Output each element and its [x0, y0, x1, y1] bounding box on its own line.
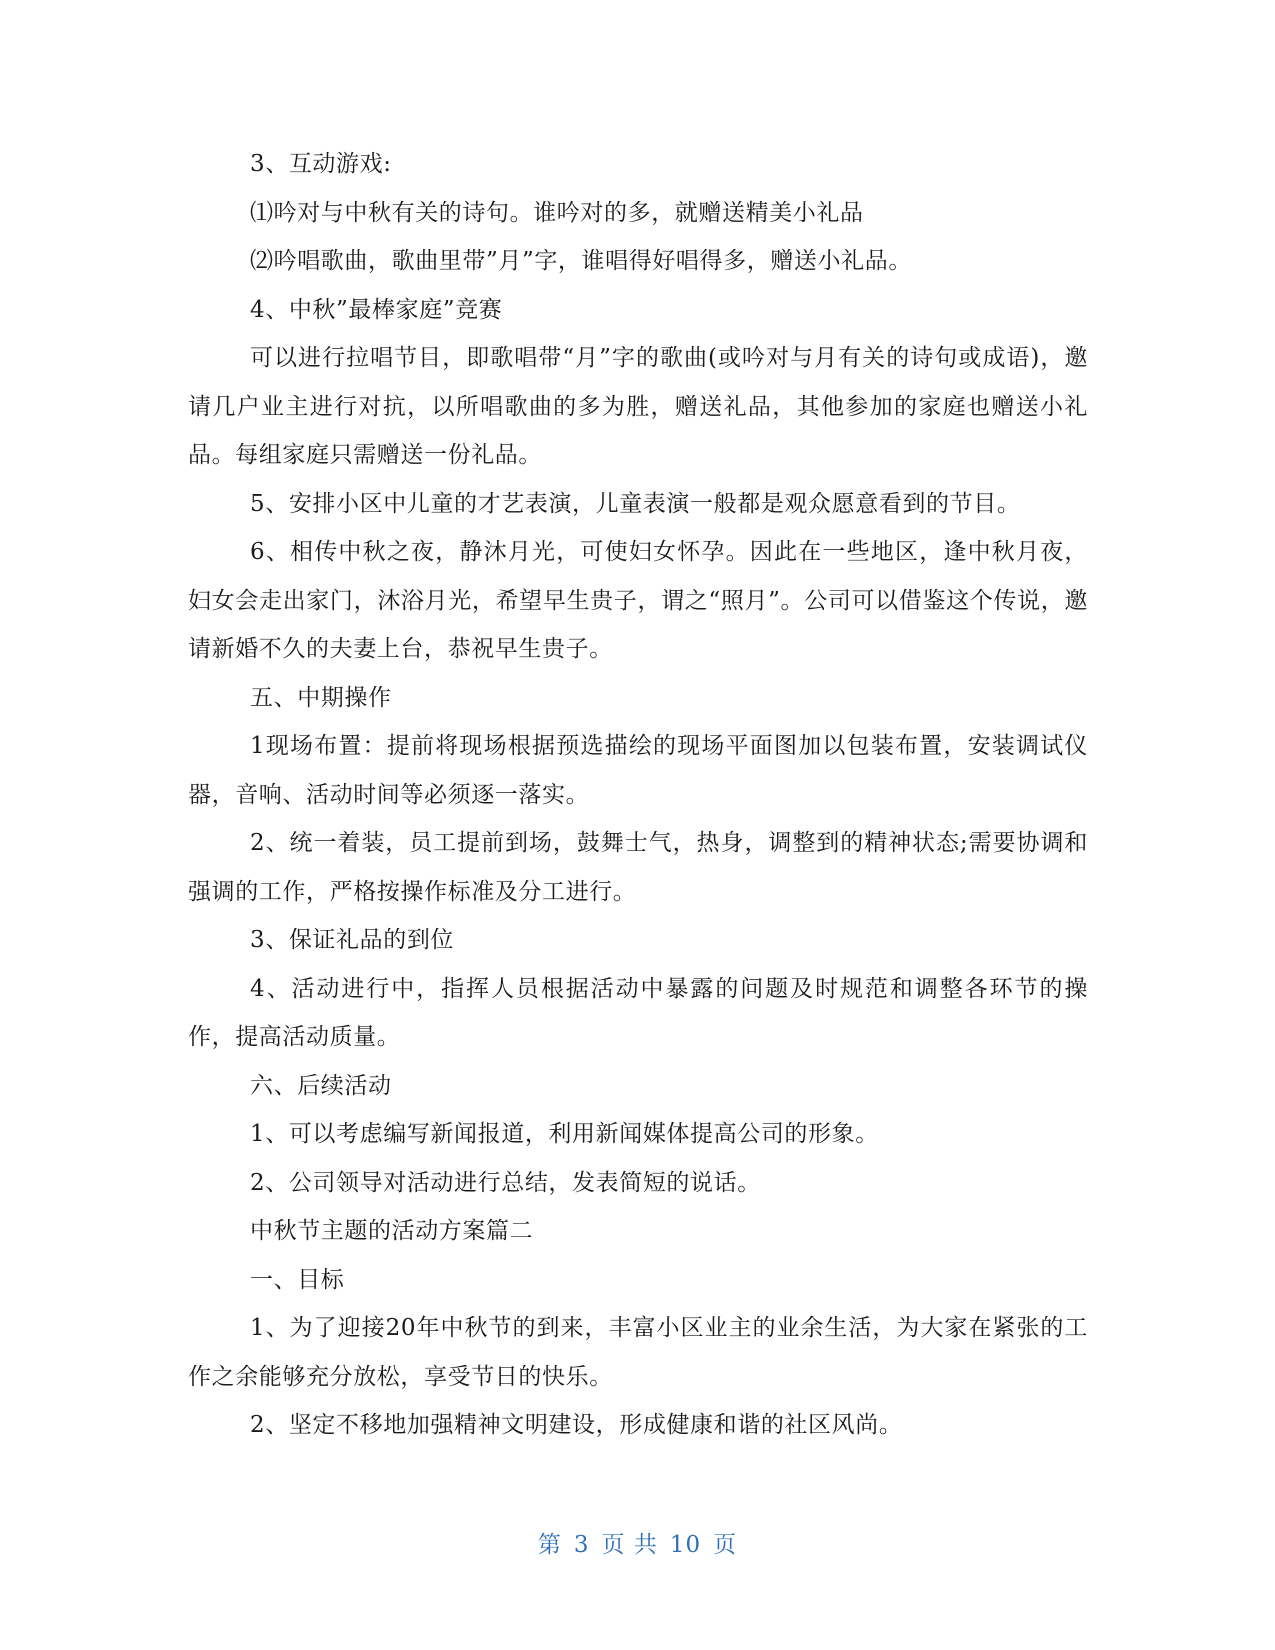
paragraph-gift-delivery: 3、保证礼品的到位 — [250, 927, 455, 953]
section-heading-follow-up: 六、后续活动 — [250, 1072, 392, 1099]
paragraph-activity-command: 4、活动进行中，指挥人员根据活动中暴露的问题及时规范和调整各环节的操作，提高活动质量。 — [188, 975, 1088, 1050]
paragraph-goal-two: 2、坚定不移地加强精神文明建设，形成健康和谐的社区风尚。 — [250, 1412, 903, 1438]
paragraph-best-family-detail: 可以进行拉唱节目，即歌唱带“月”字的歌曲(或吟对与月有关的诗句或成语)，邀请几户业主进行对抗，以所唱歌曲的多为胜，赠送礼品，其他参加的家庭也赠送小礼品。每组家庭只需赠送一份礼品。 — [188, 345, 1088, 468]
section-heading-mid-operation: 五、中期操作 — [250, 684, 392, 711]
page-footer — [0, 1526, 1275, 1559]
paragraph-poem-recitation: ⑴吟对与中秋有关的诗句。谁吟对的多，就赠送精美小礼品 — [250, 199, 864, 226]
footer-total-pages: 10 — [669, 1532, 702, 1558]
paragraph-news-report: 1、可以考虑编写新闻报道，利用新闻媒体提高公司的形象。 — [250, 1121, 879, 1147]
footer-prefix: 第 — [537, 1532, 562, 1558]
paragraph-moon-legend: 6、相传中秋之夜，静沐月光，可使妇女怀孕。因此在一些地区，逢中秋月夜，妇女会走出家门，沐浴月光，希望早生贵子，谓之“照月”。公司可以借鉴这个传说，邀请新婚不久的夫妻上台，恭祝早生贵子。 — [188, 539, 1088, 662]
document-body — [188, 140, 1088, 1450]
footer-middle: 页 共 — [601, 1532, 658, 1558]
paragraph-children-performance: 5、安排小区中儿童的才艺表演，儿童表演一般都是观众愿意看到的节目。 — [250, 490, 1021, 517]
document-subtitle-plan-two: 中秋节主题的活动方案篇二 — [250, 1218, 534, 1244]
paragraph-leader-summary: 2、公司领导对活动进行总结，发表简短的说话。 — [250, 1169, 761, 1196]
section-heading-goals: 一、目标 — [250, 1266, 345, 1293]
footer-suffix: 页 — [713, 1532, 738, 1558]
paragraph-site-setup: 1现场布置：提前将现场根据预选描绘的现场平面图加以包装布置，安装调试仪器，音响、活动时间等必须逐一落实。 — [188, 733, 1088, 808]
footer-current-page: 3 — [573, 1532, 590, 1558]
paragraph-uniform-staff: 2、统一着装，员工提前到场，鼓舞士气，热身，调整到的精神状态;需要协调和强调的工作，严格按操作标准及分工进行。 — [188, 830, 1088, 905]
paragraph-goal-one: 1、为了迎接20年中秋节的到来，丰富小区业主的业余生活，为大家在紧张的工作之余能够充分放松，享受节日的快乐。 — [188, 1315, 1088, 1390]
paragraph-best-family-heading: 4、中秋”最棒家庭”竞赛 — [250, 296, 503, 323]
paragraph-interactive-games-heading: 3、互动游戏: — [250, 151, 392, 177]
paragraph-song-singing: ⑵吟唱歌曲，歌曲里带”月”字，谁唱得好唱得多，赠送小礼品。 — [250, 248, 912, 274]
